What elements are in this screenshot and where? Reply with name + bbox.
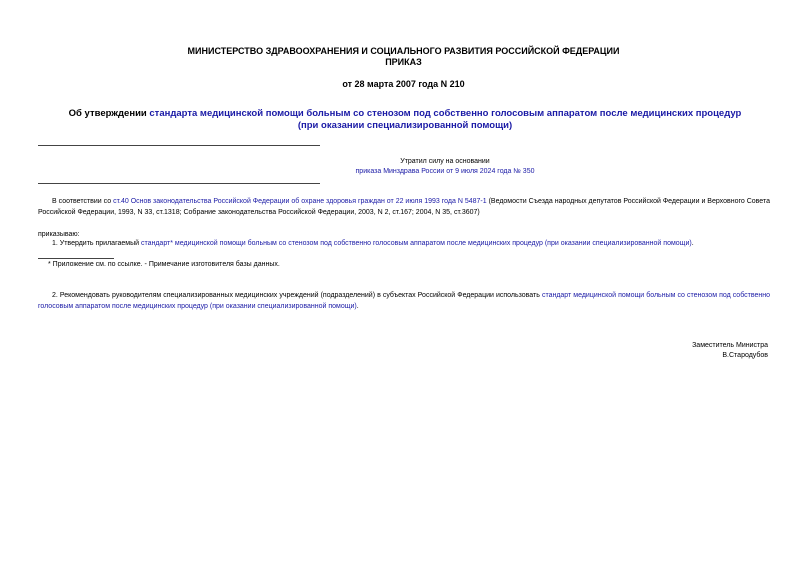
- title-prefix: Об утверждении: [68, 108, 150, 119]
- paragraph-recommend: [38, 290, 770, 312]
- p2-prefix: 1. Утвердить прилагаемый: [52, 240, 141, 247]
- paragraph-basis: [38, 196, 770, 218]
- ministry-name: МИНИСТЕРСТВО ЗДРАВООХРАНЕНИЯ И СОЦИАЛЬНОГО РАЗВИТИЯ РОССИЙСКОЙ ФЕДЕРАЦИИ: [187, 46, 620, 56]
- title-standard-link[interactable]: стандарта медицинской помощи больным со стенозом под собственно голосовым аппаратом после медицинских процедур (при оказании специализированной помощи): [149, 108, 742, 131]
- footnote-text: * Приложение см. по ссылке. - Примечание изготовителя базы данных.: [48, 261, 280, 268]
- p1-prefix: В соответствии со: [52, 198, 114, 205]
- p3-suffix: .: [356, 303, 359, 310]
- law-article-link[interactable]: ст.40 Основ законодательства Российской Федерации об охране здоровья граждан от 22 июля 1993 года N 5487-1: [113, 198, 487, 205]
- decree-word: приказываю:: [38, 231, 80, 238]
- document-type: ПРИКАЗ: [385, 57, 422, 67]
- paragraph-approve: [38, 238, 770, 249]
- divider-bottom: [38, 183, 320, 184]
- p2-suffix: .: [691, 240, 694, 247]
- p3-prefix: 2. Рекомендовать руководителям специализированных медицинских учреждений (подразделений) в субъектах Российской Федерации использовать: [52, 292, 542, 299]
- signature-name: В.Стародубов: [722, 352, 768, 359]
- standard-link-recommend[interactable]: стандарт медицинской помощи больным со стенозом под собственно голосовым аппаратом после медицинских процедур (при оказании специализированной помощи): [38, 292, 770, 310]
- document-date-number: от 28 марта 2007 года N 210: [342, 79, 465, 89]
- status-note: Утратил силу на основании: [400, 158, 490, 165]
- status-order-link[interactable]: приказа Минздрава России от 9 июля 2024 года № 350: [355, 168, 535, 175]
- divider-top: [38, 145, 320, 146]
- signature-position: Заместитель Министра: [692, 342, 768, 349]
- p1-suffix: (Ведомости Съезда народных депутатов Российской Федерации и Верховного Совета Российской Федерации, 1993, N 33, ст.1318; Собрание законодательства Российской Федерации, 2003, N 2, ст.167; 2004, N 35, ст.3607): [38, 198, 770, 216]
- standard-link-approve[interactable]: стандарт* медицинской помощи больным со стенозом под собственно голосовым аппаратом после медицинских процедур (при оказании специализированной помощи): [140, 240, 692, 247]
- document-title: [60, 108, 750, 132]
